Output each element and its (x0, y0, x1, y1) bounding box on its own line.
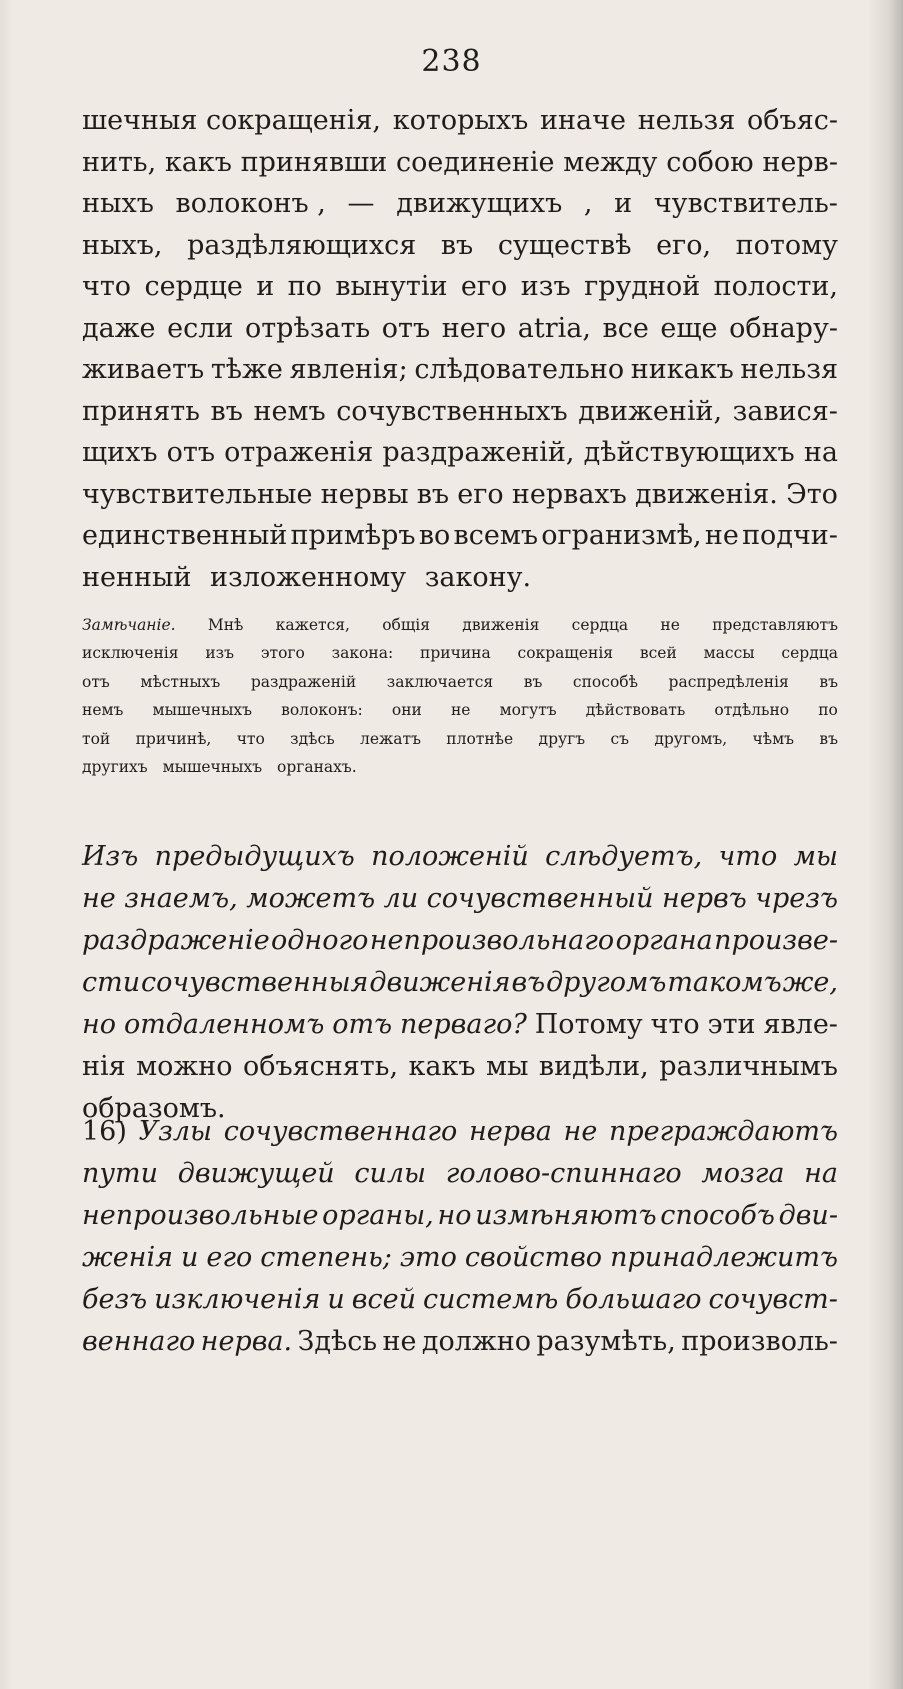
word: Узлы (138, 1116, 213, 1147)
text-line (82, 836, 838, 878)
word: по (287, 271, 322, 302)
text-line (82, 474, 838, 516)
word: что (718, 841, 778, 872)
word: сочувственныхъ (336, 395, 568, 427)
text-line (82, 753, 838, 781)
word: образомъ. (82, 1093, 226, 1124)
word: могутъ (499, 701, 557, 720)
word: плотнѣе (446, 729, 514, 748)
word: движеній, (578, 395, 723, 427)
word: не (382, 1326, 417, 1357)
word: нерва (468, 1116, 552, 1147)
word: , (583, 188, 593, 219)
word: раздѣляющихся (187, 229, 417, 261)
word: всей (639, 644, 677, 663)
text-line (82, 962, 838, 1004)
word: сти (82, 967, 141, 998)
word: волоконъ , (175, 188, 326, 219)
word: объяс- (747, 105, 838, 136)
word: знаемъ, (124, 883, 238, 914)
word: произволь- (681, 1326, 838, 1357)
page-left-shadow (0, 0, 14, 1689)
word: явленія; (289, 354, 408, 385)
word: принадлежитъ (610, 1242, 838, 1273)
word: же, (782, 967, 838, 998)
word: пути (82, 1158, 159, 1189)
word: отдаленномъ (123, 1009, 325, 1040)
word: закона: (331, 644, 394, 663)
word: atria, (517, 312, 591, 344)
word: него (441, 312, 507, 344)
text-line (82, 1111, 838, 1153)
word: другомъ, (654, 729, 728, 748)
word: его, (656, 229, 712, 261)
text-line (82, 515, 838, 557)
word: дѣйствующихъ (583, 437, 795, 468)
word: вынутіи (335, 271, 448, 302)
word: нервъ (661, 883, 747, 914)
word: — (347, 188, 375, 219)
word: массы (703, 644, 755, 663)
remark-paragraph (82, 611, 838, 781)
word: движенія (462, 616, 540, 634)
word: изъ (520, 271, 571, 302)
word: завися- (732, 395, 838, 427)
word: иначе (540, 105, 626, 136)
page-right-shadow (867, 0, 903, 1689)
word: не (704, 520, 739, 551)
word: Это (786, 478, 838, 510)
word: раздраженій, (382, 437, 575, 468)
word: но (437, 1200, 472, 1231)
word: заключается (386, 672, 494, 691)
word: другъ (538, 729, 586, 748)
word: сочувст- (708, 1284, 838, 1315)
word: какъ (164, 146, 232, 178)
word: Мнѣ (207, 616, 244, 634)
word: въ (523, 672, 543, 691)
word: раздраженіе (82, 925, 270, 956)
word: предыдущихъ (154, 841, 355, 872)
word: свойство (464, 1242, 603, 1273)
word: сокращенія (517, 644, 614, 663)
text-line (82, 100, 838, 142)
word: лежатъ (359, 729, 421, 748)
word: исключенія (82, 644, 179, 663)
word: немъ (253, 395, 326, 427)
word: если (167, 312, 234, 344)
word: соединеніе (395, 146, 555, 178)
word: никакъ (630, 354, 734, 385)
word: сердца (571, 616, 629, 634)
text-line (82, 266, 838, 308)
word: полости, (713, 271, 838, 302)
word: дѣйствовать (585, 701, 686, 720)
word: ненный изложенному закону. (82, 561, 532, 593)
word: нерв- (762, 146, 838, 178)
word: 16) (82, 1116, 127, 1147)
word: сердце (144, 271, 243, 302)
word: женія (82, 1242, 173, 1273)
word: потому (735, 229, 838, 261)
word: единственный (82, 520, 288, 551)
word: объяснять, (242, 1051, 399, 1082)
text-line (82, 878, 838, 920)
word: движущей (177, 1158, 335, 1189)
word: можно (136, 1051, 233, 1082)
word: распредѣленія (668, 672, 789, 691)
text-line (82, 668, 838, 696)
word: такомъ (667, 967, 782, 998)
word: мѣстныхъ (140, 672, 221, 691)
word: на (803, 437, 838, 468)
word: отраженія (224, 437, 374, 468)
word: сочувственный (426, 883, 654, 914)
word: различнымъ (659, 1051, 838, 1082)
word: не (450, 701, 471, 720)
paragraph-numbered-16 (82, 1111, 838, 1363)
word: что (650, 1009, 700, 1040)
word: сердца (781, 644, 838, 663)
remark-label: Замѣчаніе. (82, 616, 176, 634)
word: въ (819, 729, 838, 748)
page-number: 238 (421, 44, 482, 79)
word: что (236, 729, 265, 748)
word: грудной (584, 271, 701, 302)
word: они (391, 701, 422, 720)
word: чувствитель- (653, 188, 838, 219)
word: его (457, 478, 504, 510)
word: въ (416, 478, 450, 510)
word: какъ (408, 1051, 476, 1082)
word: отъ (166, 437, 216, 468)
word: причина (420, 644, 491, 663)
word: мы (793, 841, 838, 872)
word: отъ (82, 672, 110, 691)
word: не (82, 883, 116, 914)
word: что (82, 271, 132, 302)
word: собою (666, 146, 754, 178)
word: отъ (332, 1009, 393, 1040)
word: по (818, 701, 838, 720)
word: движущихъ (396, 188, 563, 219)
word: съ (610, 729, 629, 748)
text-line (82, 725, 838, 753)
word: живаетъ (82, 354, 205, 385)
text-line (82, 349, 838, 391)
word: его (206, 1242, 253, 1273)
word: мы (485, 1051, 529, 1082)
text-line (82, 1004, 838, 1046)
word: принявши (240, 146, 388, 178)
word: движенія (369, 967, 511, 998)
word: немъ (82, 701, 124, 720)
word: въ (819, 672, 838, 691)
text-line (82, 142, 838, 184)
word: перваго? (400, 1009, 527, 1040)
text-line (82, 225, 838, 267)
word: нельзя (740, 354, 838, 385)
text-line (82, 1237, 838, 1279)
word: тѣже (210, 354, 283, 385)
text-line (82, 639, 838, 667)
word: въ (210, 395, 243, 427)
word: его (460, 271, 508, 302)
word: волоконъ: (281, 701, 363, 720)
word: видѣли, (538, 1051, 649, 1082)
word: и (180, 1242, 199, 1273)
word: этого (260, 644, 305, 663)
word: чѣмъ (752, 729, 795, 748)
paragraph-main (82, 100, 838, 598)
word: здѣсь (290, 729, 335, 748)
word: нерва. (200, 1326, 293, 1357)
word: Потому (534, 1009, 643, 1040)
word: и (327, 1284, 345, 1315)
word: мозга (701, 1158, 785, 1189)
word: системѣ (422, 1284, 559, 1315)
word: безъ (82, 1284, 148, 1315)
text-line (82, 696, 838, 724)
word: но (82, 1009, 117, 1040)
word: силы (354, 1158, 427, 1189)
word: примѣръ (290, 520, 416, 551)
word: нія (82, 1051, 126, 1082)
word: изключенія (154, 1284, 321, 1315)
text-line (82, 308, 838, 350)
word: явле- (763, 1009, 838, 1040)
word: и (256, 271, 275, 302)
word: на (804, 1158, 838, 1189)
word: способѣ (572, 672, 638, 691)
word: которыхъ (392, 105, 529, 136)
word: органы, (322, 1200, 434, 1231)
word: въ (440, 229, 474, 261)
word: кажется, (275, 616, 350, 634)
word: отрѣзать (244, 312, 371, 344)
word: въ (511, 967, 546, 998)
word: не (563, 1116, 598, 1147)
word: чрезъ (755, 883, 838, 914)
word: большаго (565, 1284, 702, 1315)
word: обнару- (729, 312, 838, 344)
word: другихъ мышечныхъ органахъ. (82, 757, 357, 776)
word: еще (660, 312, 718, 344)
text-line (82, 1195, 838, 1237)
word: положеній (371, 841, 529, 872)
text-line (82, 391, 838, 433)
word: сочувственныя (141, 967, 369, 998)
word: непроизвольнаго (369, 925, 615, 956)
word: движенія. (635, 478, 778, 510)
word: слѣдовательно (414, 354, 625, 385)
word: не (660, 616, 680, 634)
word: во (418, 520, 451, 551)
word: принять (82, 395, 200, 427)
word: это (399, 1242, 457, 1273)
word: нельзя (637, 105, 736, 136)
word: нить, (82, 146, 157, 178)
word: можетъ (246, 883, 376, 914)
text-line (82, 1046, 838, 1088)
word: изъ (205, 644, 234, 663)
word: всей (351, 1284, 416, 1315)
word: должно (421, 1326, 531, 1357)
word: способъ (660, 1200, 775, 1231)
word: всемъ (453, 520, 538, 551)
word: шечныя сокращенія, (82, 105, 381, 136)
word: ныхъ, (82, 229, 163, 261)
word: ныхъ (82, 188, 154, 219)
word: нервы (320, 478, 409, 510)
word: раздраженій (250, 672, 357, 691)
text-line (82, 611, 838, 639)
word: все (602, 312, 649, 344)
word: подчи- (742, 520, 838, 551)
word: между (563, 146, 658, 178)
text-line (82, 557, 838, 599)
word: той (82, 729, 111, 748)
word: общія (382, 616, 431, 634)
word: непроизвольные (82, 1200, 319, 1231)
text-line (82, 920, 838, 962)
word: сочувственнаго (223, 1116, 458, 1147)
word: дви- (778, 1200, 838, 1231)
word: другомъ (546, 967, 667, 998)
word: преграждаютъ (609, 1116, 838, 1147)
word: Здѣсь (297, 1326, 378, 1357)
word: разумѣть, (536, 1326, 676, 1357)
text-line (82, 1279, 838, 1321)
word: голово-спиннаго (445, 1158, 682, 1189)
word: мышечныхъ (152, 701, 253, 720)
word: эти (707, 1009, 756, 1040)
word: веннаго (82, 1326, 196, 1357)
word: ли (383, 883, 419, 914)
word: и (614, 188, 633, 219)
word: Изъ (82, 841, 139, 872)
word: отъ (381, 312, 431, 344)
text-line (82, 183, 838, 225)
word: огранизмѣ, (541, 520, 702, 551)
word: щихъ (82, 437, 158, 468)
text-line (82, 432, 838, 474)
word: чувствительные (82, 478, 313, 510)
word: представляютъ (712, 616, 838, 634)
paragraph-conclusion (82, 836, 838, 1130)
text-line (82, 1321, 838, 1363)
word: слѣдуетъ, (545, 841, 703, 872)
word: нервахъ (511, 478, 627, 510)
word: произве- (714, 925, 838, 956)
word: существѣ (497, 229, 632, 261)
word: даже (82, 312, 156, 344)
word: причинѣ, (135, 729, 212, 748)
word: отдѣльно (714, 701, 790, 720)
word: измѣняютъ (475, 1200, 657, 1231)
text-line (82, 1153, 838, 1195)
word: органа (615, 925, 713, 956)
word: одного (271, 925, 369, 956)
word: степень; (260, 1242, 392, 1273)
